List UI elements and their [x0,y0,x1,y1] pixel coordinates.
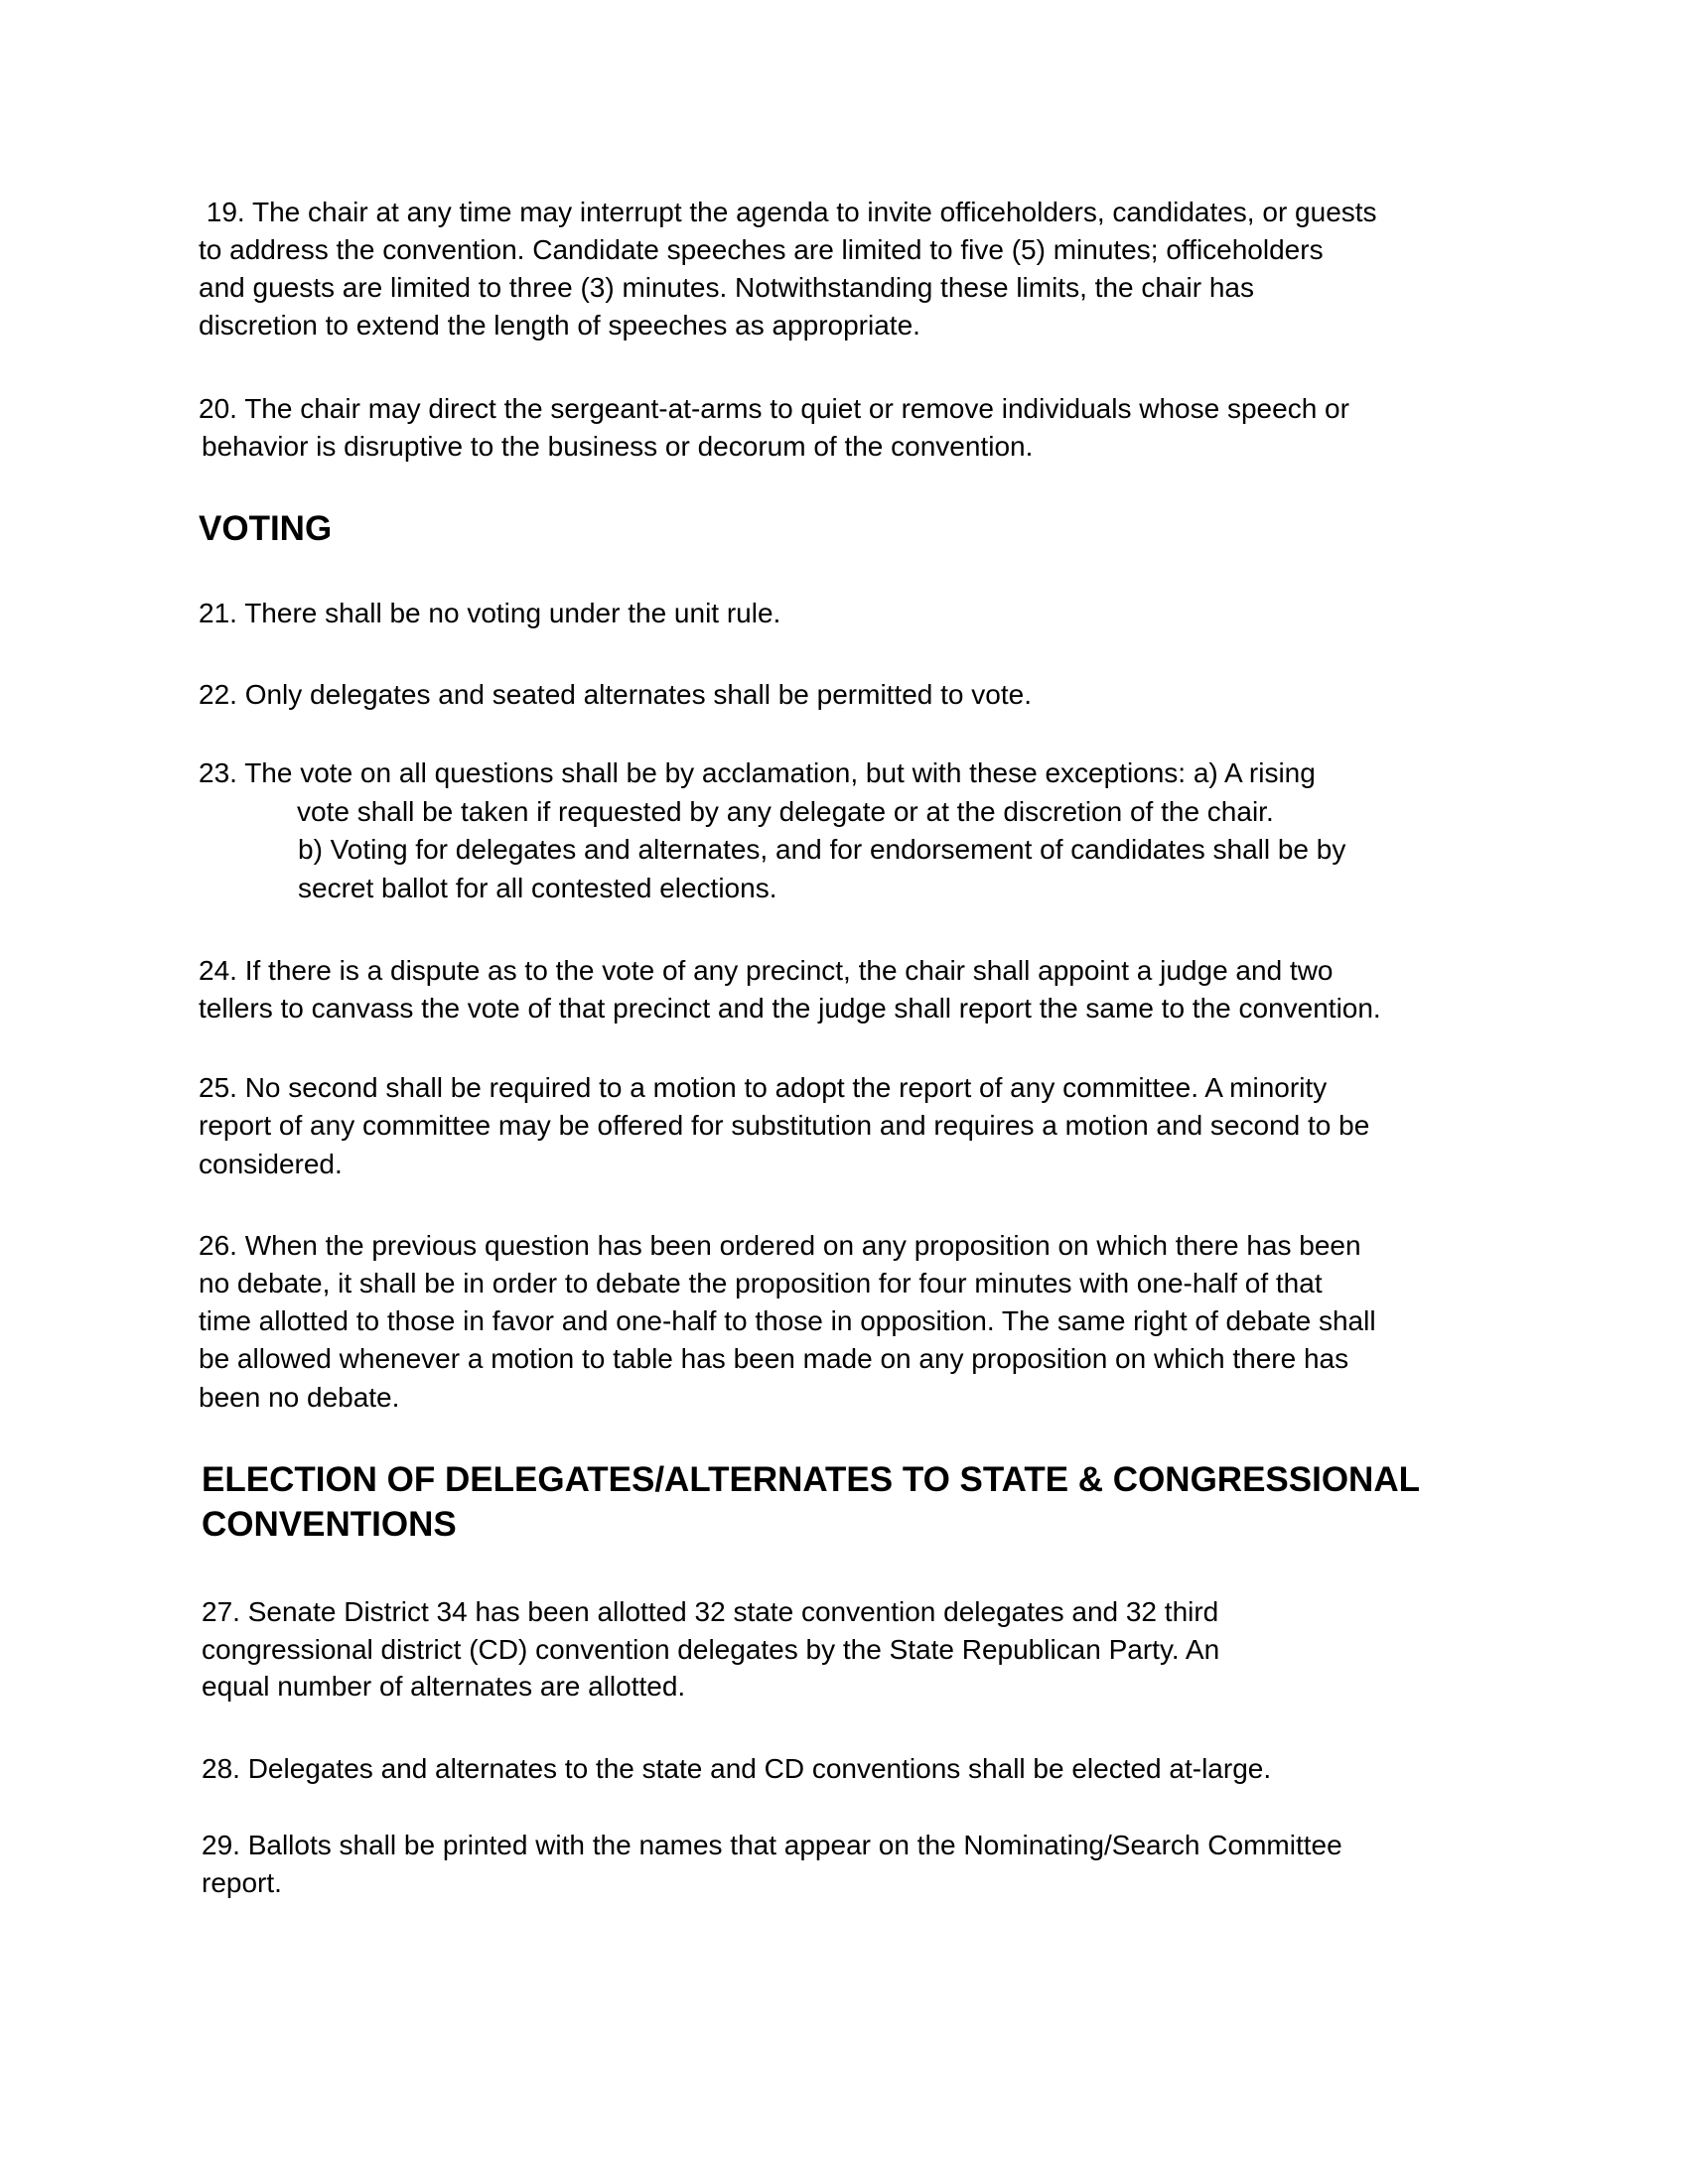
rule-20-line-1: 20. The chair may direct the sergeant-at-arms to quiet or remove individuals whose speech or [199,393,1349,424]
rule-19-line-1: 19. The chair at any time may interrupt the agenda to invite officeholders, candidates, or guests [199,197,1377,227]
rule-29-line-1: 29. Ballots shall be printed with the names that appear on the Nominating/Search Committee [202,1830,1342,1860]
rule-22-line-1: 22. Only delegates and seated alternates shall be permitted to vote. [199,679,1032,710]
rule-19-line-4: discretion to extend the length of speeches as appropriate. [199,310,920,341]
rule-25-line-1: 25. No second shall be required to a motion to adopt the report of any committee. A minority [199,1072,1328,1103]
rule-27-line-1: 27. Senate District 34 has been allotted 32 state convention delegates and 32 third [202,1596,1219,1627]
rule-27-line-3: equal number of alternates are allotted. [202,1671,686,1702]
rule-26-line-1: 26. When the previous question has been ordered on any proposition on which there has been [199,1230,1361,1261]
rule-23-line-4: secret ballot for all contested elections. [298,873,777,903]
rule-28-line-1: 28. Delegates and alternates to the state and CD conventions shall be elected at-large. [202,1753,1272,1784]
rule-29-line-2: report. [202,1867,282,1898]
rule-23-line-3: b) Voting for delegates and alternates, and for endorsement of candidates shall be by [298,834,1346,865]
rule-25-line-3: considered. [199,1149,343,1179]
rule-23-line-1: 23. The vote on all questions shall be by acclamation, but with these exceptions: a) A rising [199,757,1316,788]
rule-19-line-2: to address the convention. Candidate speeches are limited to five (5) minutes; officeholders [199,234,1324,265]
section-heading-election-line-1: ELECTION OF DELEGATES/ALTERNATES TO STATE & CONGRESSIONAL [202,1460,1420,1499]
rule-24-line-1: 24. If there is a dispute as to the vote of any precinct, the chair shall appoint a judge and two [199,955,1334,986]
rule-19-line-3: and guests are limited to three (3) minutes. Notwithstanding these limits, the chair has [199,272,1254,303]
rule-21-line-1: 21. There shall be no voting under the unit rule. [199,598,781,628]
rule-20-line-2: behavior is disruptive to the business or decorum of the convention. [202,431,1034,462]
section-heading-election-line-2: CONVENTIONS [202,1505,457,1544]
rule-26-line-5: been no debate. [199,1382,400,1413]
rule-24-line-2: tellers to canvass the vote of that precinct and the judge shall report the same to the convention. [199,993,1381,1024]
section-heading-voting: VOTING [199,509,333,548]
rule-26-line-4: be allowed whenever a motion to table has been made on any proposition on which there has [199,1343,1349,1374]
rule-23-line-2: vote shall be taken if requested by any delegate or at the discretion of the chair. [297,796,1274,827]
rule-26-line-2: no debate, it shall be in order to debate the proposition for four minutes with one-half of that [199,1268,1323,1298]
rule-25-line-2: report of any committee may be offered for substitution and requires a motion and second to be [199,1110,1370,1141]
rule-26-line-3: time allotted to those in favor and one-half to those in opposition. The same right of debate shall [199,1305,1376,1336]
rule-27-line-2: congressional district (CD) convention delegates by the State Republican Party. An [202,1634,1220,1665]
